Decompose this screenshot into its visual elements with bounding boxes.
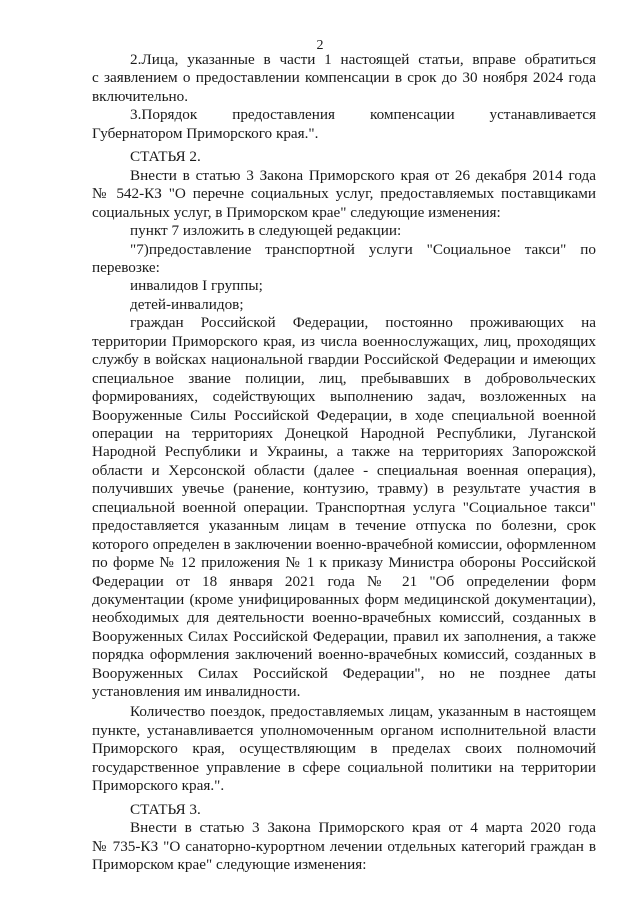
text-line: предоставляется указанным лицам в течение отпуска по болезни, срок bbox=[92, 517, 596, 534]
text-line: операции на территориях Донецкой Народной Республики, Луганской bbox=[92, 425, 596, 442]
text-line: Губернатором Приморского края.". bbox=[92, 125, 319, 142]
text-line: Вооруженных Силах Российской Федерации", но не позднее даты bbox=[92, 665, 596, 682]
text-line: которого определен в заключении военно-врачебной комиссии, оформленном bbox=[92, 536, 596, 553]
text-line: формированиях, содействующих выполнению задач, возложенных на bbox=[92, 388, 596, 405]
text-line: специальной военной операции. Транспортная услуга "Социальное такси" bbox=[92, 499, 596, 516]
text-line: Вооруженные Силы Российской Федерации, в ходе специальной военной bbox=[92, 407, 596, 424]
text-line: области и Херсонской области (далее - специальная военная операция), bbox=[92, 462, 596, 479]
text-line: 3.Порядок предоставления компенсации устанавливается bbox=[130, 106, 596, 123]
text-line: территории Приморского края, из числа военнослужащих, лиц, проходящих bbox=[92, 333, 596, 350]
text-line: пункт 7 изложить в следующей редакции: bbox=[130, 222, 402, 239]
text-line: службу в войсках национальной гвардии Российской Федерации и имеющих bbox=[92, 351, 596, 368]
text-line: включительно. bbox=[92, 88, 189, 105]
text-line: необходимых для деятельности военно-врачебных комиссий, созданных в bbox=[92, 609, 596, 626]
text-line: государственное управление в сфере социальной политики на территории bbox=[92, 759, 596, 776]
text-line: социальных услуг, в Приморском крае" следующие изменения: bbox=[92, 204, 501, 221]
text-line: Внести в статью 3 Закона Приморского края от 26 декабря 2014 года bbox=[130, 167, 596, 184]
text-line: граждан Российской Федерации, постоянно проживающих на bbox=[130, 314, 596, 331]
text-line: "7)предоставление транспортной услуги "Социальное такси" по bbox=[130, 241, 596, 258]
text-line: пункте, устанавливается уполномоченным органом исполнительной власти bbox=[92, 722, 596, 739]
text-line: СТАТЬЯ 3. bbox=[130, 801, 201, 818]
text-line: Внести в статью 3 Закона Приморского края от 4 марта 2020 года bbox=[130, 819, 596, 836]
text-line: Приморского края.". bbox=[92, 777, 225, 794]
text-line: № 735-КЗ "О санаторно-курортном лечении отдельных категорий граждан в bbox=[92, 838, 596, 855]
text-line: по форме № 12 приложения № 1 к приказу Министра обороны Российской bbox=[92, 554, 596, 571]
text-line: документации (кроме унифицированных форм медицинской документации), bbox=[92, 591, 596, 608]
text-line: Количество поездок, предоставляемых лицам, указанным в настоящем bbox=[130, 703, 596, 720]
text-line: детей-инвалидов; bbox=[130, 296, 244, 313]
text-line: с заявлением о предоставлении компенсации в срок до 30 ноября 2024 года bbox=[92, 69, 596, 86]
text-line: Приморского края, осуществляющим в пределах своих полномочий bbox=[92, 740, 596, 757]
text-line: Федерации от 18 января 2021 года № 21 "Об определении форм bbox=[92, 573, 596, 590]
text-line: № 542-КЗ "О перечне социальных услуг, предоставляемых поставщиками bbox=[92, 185, 596, 202]
text-line: получивших увечье (ранение, контузию, травму) в результате участия в bbox=[92, 480, 596, 497]
text-line: перевозке: bbox=[92, 259, 160, 276]
text-line: установления им инвалидности. bbox=[92, 683, 301, 700]
page-number: 2 bbox=[316, 38, 324, 53]
text-line: Приморском крае" следующие изменения: bbox=[92, 856, 367, 873]
text-line: 2.Лица, указанные в части 1 настоящей статьи, вправе обратиться bbox=[130, 51, 596, 68]
text-line: СТАТЬЯ 2. bbox=[130, 148, 201, 165]
text-line: специальное звание полиции, лиц, пребывавших в добровольческих bbox=[92, 370, 596, 387]
text-line: порядка оформления заключений военно-врачебных комиссий, созданных в bbox=[92, 646, 596, 663]
text-line: Народной Республики и Украины, а также на территориях Запорожской bbox=[92, 443, 596, 460]
text-line: инвалидов I группы; bbox=[130, 277, 263, 294]
text-line: Вооруженных Силах Российской Федерации, правил их заполнения, а также bbox=[92, 628, 596, 645]
